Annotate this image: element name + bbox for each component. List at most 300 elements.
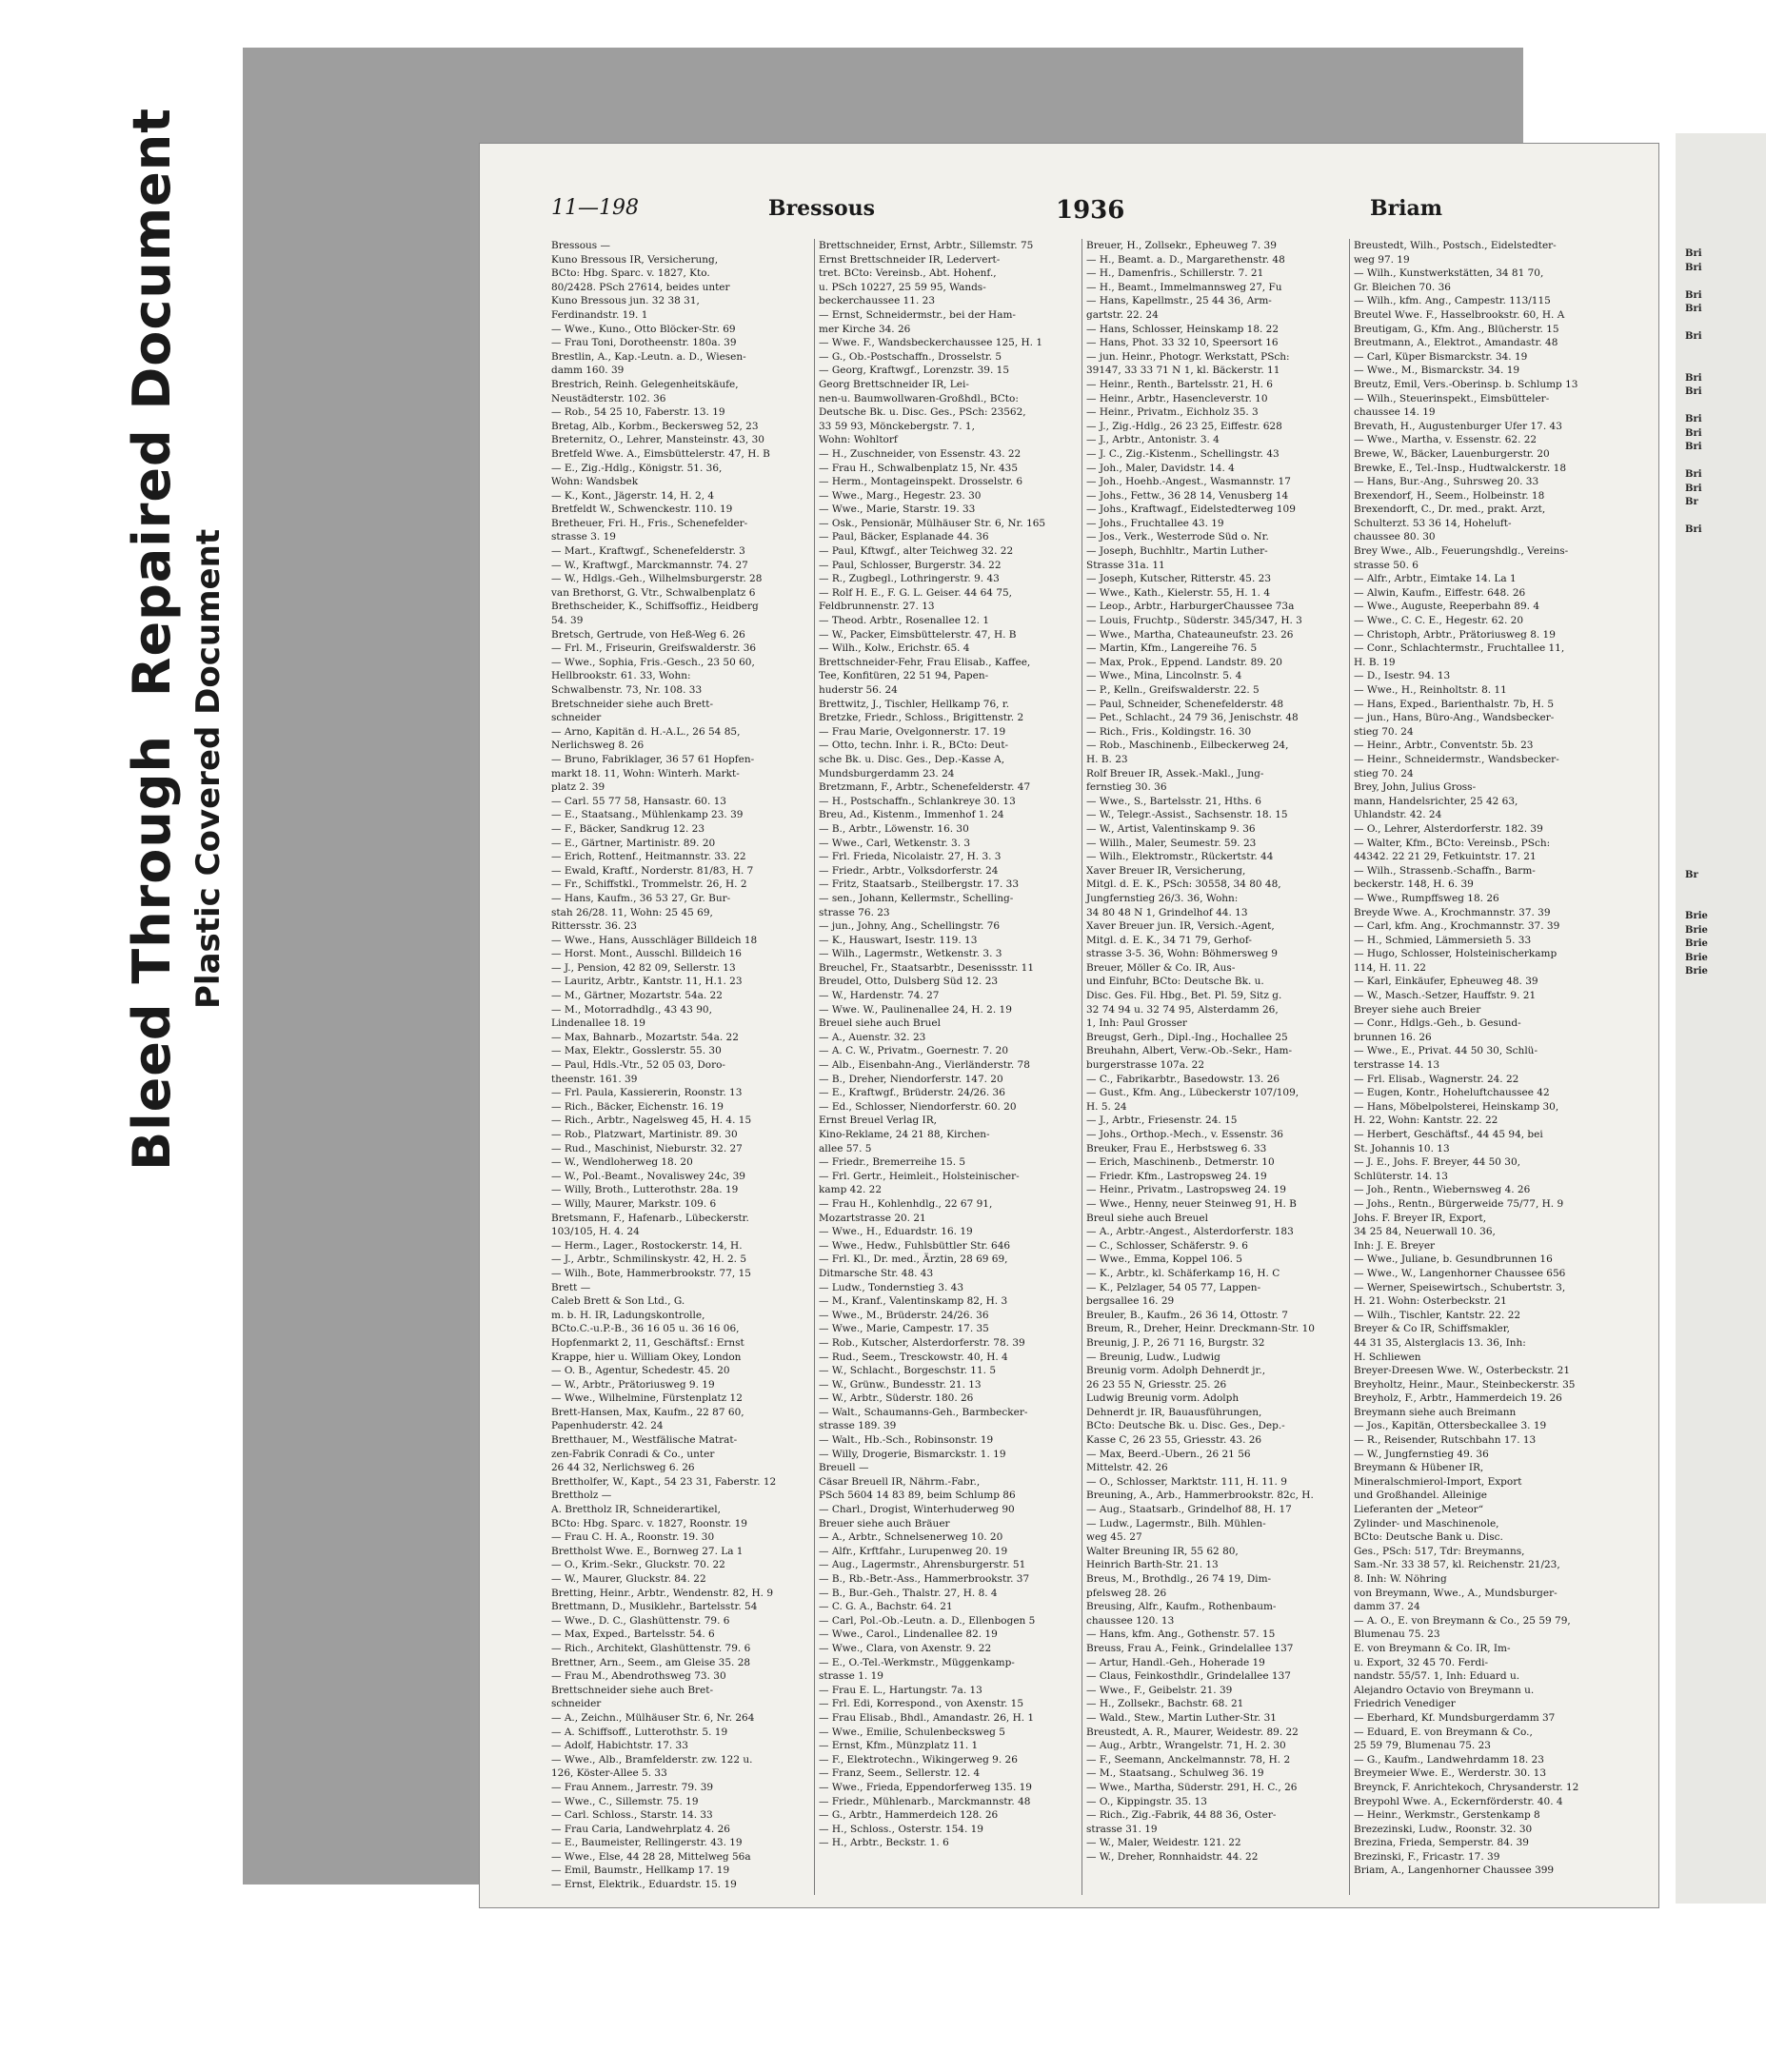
directory-entry: — Max, Beerd.-Ubern., 26 21 56 xyxy=(1086,1448,1251,1460)
directory-entry: Brettholst Wwe. E., Bornweg 27. La 1 xyxy=(551,1545,744,1557)
adjacent-page-fragment: Brie xyxy=(1685,924,1708,936)
directory-entry: — Jos., Kapitän, Ottersbeckallee 3. 19 xyxy=(1354,1420,1547,1432)
directory-entry: Lindenallee 18. 19 xyxy=(551,1017,645,1030)
directory-entry: — Ed., Schlosser, Niendorferstr. 60. 20 xyxy=(819,1100,1017,1113)
directory-entry: chaussee 80. 30 xyxy=(1354,531,1436,543)
directory-entry: — K., Hauswart, Isestr. 119. 13 xyxy=(819,934,978,946)
directory-entry: — Friedr., Arbtr., Volksdorferstr. 24 xyxy=(819,864,999,877)
directory-entry: — Wwe., Mina, Lincolnstr. 5. 4 xyxy=(1086,670,1242,682)
directory-entry: — J., Zig.-Hdlg., 26 23 25, Eiffestr. 628 xyxy=(1086,420,1282,432)
directory-entry: — Hans, Kapellmstr., 25 44 36, Arm- xyxy=(1086,295,1272,307)
directory-entry: Mundsburgerdamm 23. 24 xyxy=(819,767,955,779)
directory-entry: — Ludw., Tondernstieg 3. 43 xyxy=(819,1281,963,1293)
label-row xyxy=(122,108,182,1171)
directory-entry: schneider xyxy=(551,712,602,724)
directory-entry: Disc. Ges. Fil. Hbg., Bet. Pl. 59, Sitz g. xyxy=(1086,990,1282,1002)
directory-entry: — Wwe., Alb., Bramfelderstr. zw. 122 u. xyxy=(551,1753,753,1766)
directory-entry: BCto: Hbg. Sparc. v. 1827, Kto. xyxy=(551,267,710,280)
directory-entry: — Wilh., Steuerinspekt., Eimsbütteler- xyxy=(1354,392,1550,405)
directory-entry: — Carl, Küper Bismarckstr. 34. 19 xyxy=(1354,350,1528,363)
directory-entry: — W., Kraftwgf., Marckmannstr. 74. 27 xyxy=(551,559,748,571)
directory-entry: Breymann & Hübener IR, xyxy=(1354,1462,1484,1474)
page-number: 11—198 xyxy=(551,196,639,220)
directory-entry: Bretthauer, M., Westfälische Matrat- xyxy=(551,1434,738,1447)
adjacent-page-fragment xyxy=(1685,882,1761,897)
directory-entry: Jungfernstieg 26/3. 36, Wohn: xyxy=(1086,892,1239,904)
directory-entry: theenstr. 161. 39 xyxy=(551,1073,638,1085)
adjacent-page-fragment: Bri xyxy=(1685,483,1702,494)
directory-entry: Bretfeldt W., Schwenckestr. 110. 19 xyxy=(551,503,733,516)
directory-entry: Schwalbenstr. 73, Nr. 108. 33 xyxy=(551,684,703,696)
directory-entry: — Heinr., Arbtr., Conventstr. 5b. 23 xyxy=(1354,740,1534,752)
adjacent-page-strip xyxy=(1685,247,1761,979)
directory-entry: nen-u. Baumwollwaren-Großhdl., BCto: xyxy=(819,392,1019,405)
directory-entry: Cäsar Breuell IR, Nährm.-Fabr., xyxy=(819,1475,981,1488)
directory-entry: stieg 70. 24 xyxy=(1354,725,1414,738)
directory-entry: kamp 42. 22 xyxy=(819,1184,883,1196)
directory-entry: weg 97. 19 xyxy=(1354,253,1410,266)
directory-entry: — Paul, Schneider, Schenefelderstr. 48 xyxy=(1086,698,1284,710)
directory-entry: Deutsche Bk. u. Disc. Ges., PSch: 23562, xyxy=(819,406,1026,419)
directory-entry: — Wwe., Martha, v. Essenstr. 62. 22 xyxy=(1354,434,1538,446)
directory-entry: — Pet., Schlacht., 24 79 36, Jenischstr. 48 xyxy=(1086,712,1299,724)
label-repaired-document: Repaired Document xyxy=(122,108,182,698)
directory-entry: Brestlin, A., Kap.-Leutn. a. D., Wiesen- xyxy=(551,350,746,363)
directory-entry: — R., Reisender, Rutschbahn 17. 13 xyxy=(1354,1434,1537,1447)
directory-entry: strasse 3-5. 36, Wohn: Böhmersweg 9 xyxy=(1086,948,1278,960)
directory-entry: — D., Isestr. 94. 13 xyxy=(1354,670,1451,682)
column-1 xyxy=(551,239,802,1895)
adjacent-page-fragment: Bri xyxy=(1685,386,1702,397)
directory-entry: Brexendorf, H., Seem., Holbeinstr. 18 xyxy=(1354,489,1545,502)
adjacent-page-fragment xyxy=(1685,593,1761,607)
directory-entry: — Wwe., Carol., Lindenallee 82. 19 xyxy=(819,1628,998,1641)
directory-entry: — Joh., Hoehb.-Angest., Wasmannstr. 17 xyxy=(1086,476,1291,488)
directory-entry: — P., Kelln., Greifswalderstr. 22. 5 xyxy=(1086,684,1260,696)
directory-entry: Briam, A., Langenhorner Chaussee 399 xyxy=(1354,1865,1555,1877)
directory-entry: damm 37. 24 xyxy=(1354,1601,1420,1613)
directory-entry: — Rich., Fris., Koldingstr. 16. 30 xyxy=(1086,725,1252,738)
directory-entry: — Charl., Drogist, Winterhuderweg 90 xyxy=(819,1504,1015,1516)
directory-entry: Johs. F. Breyer IR, Export, xyxy=(1354,1212,1487,1224)
directory-entry: Breuhahn, Albert, Verw.-Ob.-Sekr., Ham- xyxy=(1086,1045,1292,1057)
directory-entry: — Ernst, Schneidermstr., bei der Ham- xyxy=(819,308,1016,321)
directory-entry: — Johs., Rentn., Bürgerweide 75/77, H. 9 xyxy=(1354,1197,1564,1210)
directory-entry: Breyer-Dreesen Wwe. W., Osterbeckstr. 21 xyxy=(1354,1365,1571,1377)
directory-entry: Dehnerdt jr. IR, Bauausführungen, xyxy=(1086,1406,1262,1418)
directory-entry: Schlüterstr. 14. 13 xyxy=(1354,1170,1448,1182)
directory-entry: Breunig, J. P., 26 71 16, Burgstr. 32 xyxy=(1086,1336,1265,1349)
directory-entry: — Wwe., Marie, Campestr. 17. 35 xyxy=(819,1323,989,1335)
directory-entry: Friedrich Venediger xyxy=(1354,1698,1456,1710)
directory-entry: Schulterzt. 53 36 14, Hoheluft- xyxy=(1354,517,1512,529)
directory-entry: Breyer & Co IR, Schiffsmakler, xyxy=(1354,1323,1510,1335)
directory-entry: — Eberhard, Kf. Mundsburgerdamm 37 xyxy=(1354,1711,1556,1724)
directory-entry: Mozartstrasse 20. 21 xyxy=(819,1212,926,1224)
directory-entry: — Eugen, Kontr., Hoheluftchaussee 42 xyxy=(1354,1087,1550,1099)
directory-entry: — Wwe., S., Bartelsstr. 21, Hths. 6 xyxy=(1086,795,1261,807)
directory-entry: — Frau E. L., Hartungstr. 7a. 13 xyxy=(819,1684,982,1696)
directory-entry: — G., Arbtr., Hammerdeich 128. 26 xyxy=(819,1809,999,1822)
directory-entry: — Rich., Bäcker, Eichenstr. 16. 19 xyxy=(551,1100,724,1113)
directory-entry: — Alfr., Arbtr., Eimtake 14. La 1 xyxy=(1354,573,1517,585)
directory-entry: — Martin, Kfm., Langereihe 76. 5 xyxy=(1086,642,1258,655)
column-2 xyxy=(814,239,1069,1895)
directory-entry: 8. Inh: W. Nöhring xyxy=(1354,1573,1447,1585)
directory-entry: Breuler, B., Kaufm., 26 36 14, Ottostr. 7 xyxy=(1086,1309,1288,1321)
directory-entry: — A., Auenstr. 32. 23 xyxy=(819,1031,926,1043)
directory-entry: — Hans, Schlosser, Heinskamp 18. 22 xyxy=(1086,323,1280,335)
directory-entry: Rittersstr. 36. 23 xyxy=(551,920,637,933)
directory-entry: — Joh., Rentn., Wiebernsweg 4. 26 xyxy=(1354,1184,1531,1196)
directory-entry: — Aug., Arbtr., Wrangelstr. 71, H. 2. 30 xyxy=(1086,1740,1286,1752)
directory-entry: Brewke, E., Tel.-Insp., Hudtwalckerstr. 18 xyxy=(1354,462,1566,474)
directory-entry: Xaver Breuer IR, Versicherung, xyxy=(1086,864,1246,877)
directory-entry: — Rob., Maschinenb., Eilbeckerweg 24, xyxy=(1086,740,1289,752)
directory-entry: — Johs., Fruchtallee 43. 19 xyxy=(1086,517,1224,529)
directory-entry: Brettholfer, W., Kapt., 54 23 31, Faberstr. 12 xyxy=(551,1475,777,1488)
directory-entry: — E., O.-Tel.-Werkmstr., Müggenkamp- xyxy=(819,1656,1015,1668)
directory-entry: und Einfuhr, BCto: Deutsche Bk. u. xyxy=(1086,976,1264,988)
directory-entry: beckerchaussee 11. 23 xyxy=(819,295,936,307)
directory-entry: — Eduard, E. von Breymann & Co., xyxy=(1354,1726,1533,1738)
directory-entry: — E., Staatsang., Mühlenkamp 23. 39 xyxy=(551,809,744,821)
directory-entry: — Christoph, Arbtr., Prätoriusweg 8. 19 xyxy=(1354,628,1556,641)
directory-entry: Breudel, Otto, Dulsberg Süd 12. 23 xyxy=(819,976,999,988)
directory-entry: — Frl. Edi, Korrespond., von Axenstr. 15 xyxy=(819,1698,1024,1710)
directory-entry: Brey Wwe., Alb., Feuerungshdlg., Vereins- xyxy=(1354,545,1569,558)
directory-entry: Breuchel, Fr., Staatsarbtr., Desenissstr. 11 xyxy=(819,961,1035,974)
adjacent-page-fragment: Br xyxy=(1685,869,1698,880)
directory-entry: — Carl. 55 77 58, Hansastr. 60. 13 xyxy=(551,795,726,807)
directory-entry: Brezinski, F., Fricastr. 17. 39 xyxy=(1354,1850,1500,1863)
directory-entry: — jun. Heinr., Photogr. Werkstatt, PSch: xyxy=(1086,350,1290,363)
adjacent-page-fragment xyxy=(1685,648,1761,662)
directory-entry: 103/105, H. 4. 24 xyxy=(551,1226,640,1238)
directory-entry: Caleb Brett & Son Ltd., G. xyxy=(551,1295,685,1308)
directory-entry: — Frau Caria, Landwehrplatz 4. 26 xyxy=(551,1823,730,1835)
adjacent-page-fragment xyxy=(1685,703,1761,718)
directory-entry: strasse 50. 6 xyxy=(1354,559,1419,571)
directory-entry: brunnen 16. 26 xyxy=(1354,1031,1432,1043)
directory-entry: Breutmann, A., Elektrot., Amandastr. 48 xyxy=(1354,337,1558,349)
directory-entry: — Conr., Schlachtermstr., Fruchtallee 11, xyxy=(1354,642,1565,655)
directory-entry: — Wwe., Rumpffsweg 18. 26 xyxy=(1354,892,1499,904)
adjacent-page-fragment xyxy=(1685,841,1761,856)
directory-entry: — Willy, Drogerie, Bismarckstr. 1. 19 xyxy=(819,1448,1006,1460)
directory-entry: — E., Zig.-Hdlg., Königstr. 51. 36, xyxy=(551,462,723,474)
directory-entry: — Paul, Kftwgf., alter Teichweg 32. 22 xyxy=(819,545,1014,558)
adjacent-page-fragment xyxy=(1685,717,1761,731)
directory-entry: BCto: Hbg. Sparc. v. 1827, Roonstr. 19 xyxy=(551,1517,747,1529)
directory-entry: — Rich., Arbtr., Nagelsweg 45, H. 4. 15 xyxy=(551,1115,752,1127)
directory-entry: — F., Seemann, Anckelmannstr. 78, H. 2 xyxy=(1086,1753,1291,1766)
directory-entry: — Hans, Exped., Barienthalstr. 7b, H. 5 xyxy=(1354,698,1555,710)
directory-entry: strasse 3. 19 xyxy=(551,531,616,543)
directory-entry: Bretschneider siehe auch Brett- xyxy=(551,698,714,710)
directory-entry: — Conr., Hdlgs.-Geh., b. Gesund- xyxy=(1354,1017,1521,1030)
directory-entry: H. B. 23 xyxy=(1086,753,1128,765)
directory-entry: — Wwe., F., Geibelstr. 21. 39 xyxy=(1086,1684,1233,1696)
directory-entry: Neustädterstr. 102. 36 xyxy=(551,392,666,405)
directory-entry: — J. E., Johs. F. Breyer, 44 50 30, xyxy=(1354,1156,1520,1169)
directory-entry: von Breymann, Wwe., A., Mundsburger- xyxy=(1354,1587,1558,1599)
directory-entry: van Brethorst, G. Vtr., Schwalbenplatz 6 xyxy=(551,586,756,599)
directory-entry: — W., Arbtr., Süderstr. 180. 26 xyxy=(819,1392,974,1405)
directory-entry: Bretsmann, F., Hafenarb., Lübeckerstr. xyxy=(551,1212,749,1224)
directory-entry: — Heinr., Privatm., Eichholz 35. 3 xyxy=(1086,406,1259,419)
directory-entry: — Wwe., H., Eduardstr. 16. 19 xyxy=(819,1226,973,1238)
adjacent-page-fragment xyxy=(1685,759,1761,773)
directory-entry: — F., Elektrotechn., Wikingerweg 9. 26 xyxy=(819,1753,1018,1766)
directory-entry: — Wwe., Juliane, b. Gesundbrunnen 16 xyxy=(1354,1253,1553,1266)
directory-entry: — Max, Elektr., Gosslerstr. 55. 30 xyxy=(551,1045,722,1057)
directory-entry: — C., Schlosser, Schäferstr. 9. 6 xyxy=(1086,1239,1248,1252)
directory-entry: Breynck, F. Anrichtekoch, Chrysanderstr. 12 xyxy=(1354,1781,1579,1793)
directory-entry: Bretzmann, F., Arbtr., Schenefelderstr. 47 xyxy=(819,781,1031,794)
directory-entry: — Fritz, Staatsarb., Steilbergstr. 17. 33 xyxy=(819,878,1020,891)
directory-entry: Ges., PSch: 517, Tdr: Breymanns, xyxy=(1354,1545,1525,1557)
directory-entry: — Carl, kfm. Ang., Krochmannstr. 37. 39 xyxy=(1354,920,1560,933)
directory-entry: — Wwe., Carl, Wetkenstr. 3. 3 xyxy=(819,837,971,849)
directory-entry: — Frl. Frieda, Nicolaistr. 27, H. 3. 3 xyxy=(819,851,1002,863)
directory-entry: — M., Staatsang., Schulweg 36. 19 xyxy=(1086,1767,1264,1780)
directory-entry: Breuer, H., Zollsekr., Epheuweg 7. 39 xyxy=(1086,240,1277,251)
directory-entry: — W., Masch.-Setzer, Hauffstr. 9. 21 xyxy=(1354,990,1537,1002)
directory-entry: H. B. 19 xyxy=(1354,656,1396,668)
directory-entry: Mittelstr. 42. 26 xyxy=(1086,1462,1168,1474)
directory-entry: Brexendorft, C., Dr. med., prakt. Arzt, xyxy=(1354,503,1546,516)
directory-entry: Tee, Konfitüren, 22 51 94, Papen- xyxy=(819,670,989,682)
directory-entry: 126, Köster-Allee 5. 33 xyxy=(551,1767,667,1780)
directory-entry: 1, Inh: Paul Grosser xyxy=(1086,1017,1187,1030)
directory-entry: Alejandro Octavio von Breymann u. xyxy=(1354,1684,1535,1696)
directory-entry: Ditmarsche Str. 48. 43 xyxy=(819,1267,934,1279)
directory-entry: — Wwe., C. C. E., Hegestr. 62. 20 xyxy=(1354,615,1524,627)
directory-entry: — Adolf, Habichtstr. 17. 33 xyxy=(551,1740,688,1752)
directory-entry: Breustedt, Wilh., Postsch., Eidelstedter- xyxy=(1354,240,1557,251)
directory-entry: Georg Brettschneider IR, Lei- xyxy=(819,378,969,390)
directory-entry: — J., Arbtr., Schmilinskystr. 42, H. 2. 5 xyxy=(551,1253,747,1266)
directory-entry: — E., Baumeister, Rellingerstr. 43. 19 xyxy=(551,1837,743,1849)
directory-entry: Breymann siehe auch Breimann xyxy=(1354,1406,1517,1418)
directory-entry: — H., Beamt., Immelmannsweg 27, Fu xyxy=(1086,281,1282,293)
column-4 xyxy=(1349,239,1604,1895)
directory-entry: — Max, Exped., Bartelsstr. 54. 6 xyxy=(551,1628,715,1641)
directory-entry: — Wwe., Wilhelmine, Fürstenplatz 12 xyxy=(551,1392,743,1405)
adjacent-page-fragment xyxy=(1685,358,1761,372)
directory-entry: — Wilh., kfm. Ang., Campestr. 113/115 xyxy=(1354,295,1551,307)
directory-entry: Breuel siehe auch Bruel xyxy=(819,1017,941,1030)
directory-entry: Breuer, Möller & Co. IR, Aus- xyxy=(1086,961,1236,974)
directory-entry: — Rud., Maschinist, Nieburstr. 32. 27 xyxy=(551,1142,743,1154)
directory-entry: — Heinr., Privatm., Lastropsweg 24. 19 xyxy=(1086,1184,1286,1196)
directory-entry: BCto.C.-u.P.-B., 36 16 05 u. 36 16 06, xyxy=(551,1323,740,1335)
header-first-entry: Bressous xyxy=(768,196,876,221)
directory-entry: — Ernst, Kfm., Münzplatz 11. 1 xyxy=(819,1740,979,1752)
directory-entry: — Wwe., Emilie, Schulenbecksweg 5 xyxy=(819,1726,1005,1738)
directory-entry: terstrasse 14. 13 xyxy=(1354,1059,1440,1072)
directory-entry: — Werner, Speisewirtsch., Schubertstr. 3, xyxy=(1354,1281,1566,1293)
directory-entry: 39147, 33 33 71 N 1, kl. Bäckerstr. 11 xyxy=(1086,365,1280,377)
directory-entry: — H., Zuschneider, von Essenstr. 43. 22 xyxy=(819,447,1022,460)
directory-entry: Wohn: Wohltorf xyxy=(819,434,898,446)
directory-entry: Strasse 31a. 11 xyxy=(1086,559,1165,571)
label-plastic-covered: Plastic Covered Document xyxy=(189,528,228,1009)
directory-entry: sche Bk. u. Disc. Ges., Dep.-Kasse A, xyxy=(819,753,1005,765)
directory-entry: Brettner, Arn., Seem., am Gleise 35. 28 xyxy=(551,1656,751,1668)
directory-entry: — Heinr., Schneidermstr., Wandsbecker- xyxy=(1354,753,1559,765)
directory-entry: — Alb., Eisenbahn-Ang., Vierländerstr. 78 xyxy=(819,1059,1030,1072)
adjacent-page-fragment xyxy=(1685,551,1761,565)
directory-entry: Breutz, Emil, Vers.-Oberinsp. b. Schlump 13 xyxy=(1354,378,1578,390)
directory-entry: — Otto, techn. Inhr. i. R., BCto: Deut- xyxy=(819,740,1009,752)
directory-entry: Kuno Bressous jun. 32 38 31, xyxy=(551,295,700,307)
adjacent-page-fragment xyxy=(1685,538,1761,552)
directory-entry: — Paul, Bäcker, Esplanade 44. 36 xyxy=(819,531,989,543)
adjacent-page-fragment xyxy=(1685,317,1761,331)
directory-entry: Brezina, Frieda, Semperstr. 84. 39 xyxy=(1354,1837,1529,1849)
directory-entry: Ferdinandstr. 19. 1 xyxy=(551,308,648,321)
directory-entry: — Louis, Fruchtp., Süderstr. 345/347, H. 3 xyxy=(1086,615,1302,627)
directory-entry: Brewe, W., Bäcker, Lauenburgerstr. 20 xyxy=(1354,447,1550,460)
directory-entry: — Wwe., Hedw., Fuhlsbüttler Str. 646 xyxy=(819,1239,1011,1252)
directory-entry: — Georg, Kraftwgf., Lorenzstr. 39. 15 xyxy=(819,365,1010,377)
directory-entry: — Wwe., Clara, von Axenstr. 9. 22 xyxy=(819,1642,992,1654)
directory-entry: — Wwe., Sophia, Fris.-Gesch., 23 50 60, xyxy=(551,656,755,668)
directory-entry: — H., Schmied, Lämmersieth 5. 33 xyxy=(1354,934,1532,946)
adjacent-page-fragment xyxy=(1685,455,1761,469)
directory-entry: Brettschneider, Ernst, Arbtr., Sillemstr. 75 xyxy=(819,240,1034,251)
adjacent-page-fragment xyxy=(1685,565,1761,580)
directory-entry: — Friedr., Mühlenarb., Marckmannstr. 48 xyxy=(819,1795,1031,1807)
directory-entry: 26 44 32, Nerlichsweg 6. 26 xyxy=(551,1462,695,1474)
directory-entry: — A., Zeichn., Mülhäuser Str. 6, Nr. 264 xyxy=(551,1711,755,1724)
directory-entry: platz 2. 39 xyxy=(551,781,605,794)
directory-entry: — Arno, Kapitän d. H.-A.L., 26 54 85, xyxy=(551,725,741,738)
directory-entry: — O. B., Agentur, Schedestr. 45. 20 xyxy=(551,1365,730,1377)
directory-entry: — A. Schiffsoff., Lutterothstr. 5. 19 xyxy=(551,1726,728,1738)
directory-entry: Bretag, Alb., Korbm., Beckersweg 52, 23 xyxy=(551,420,759,432)
directory-entry: — jun., Johny, Ang., Schellingstr. 76 xyxy=(819,920,1001,933)
directory-entry: — W., Maurer, Gluckstr. 84. 22 xyxy=(551,1573,706,1585)
adjacent-page-fragment xyxy=(1685,400,1761,414)
directory-entry: Sam.-Nr. 33 38 57, kl. Reichenstr. 21/23, xyxy=(1354,1559,1560,1571)
directory-entry: strasse 1. 19 xyxy=(819,1670,883,1683)
directory-entry: — W., Artist, Valentinskamp 9. 36 xyxy=(1086,822,1256,835)
directory-entry: — Wwe., Martha, Süderstr. 291, H. C., 26 xyxy=(1086,1781,1298,1793)
directory-entry: mer Kirche 34. 26 xyxy=(819,323,911,335)
directory-entry: — Franz, Seem., Sellerstr. 12. 4 xyxy=(819,1767,981,1780)
directory-entry: — M., Kranf., Valentinskamp 82, H. 3 xyxy=(819,1295,1008,1308)
directory-entry: — A., Arbtr., Schnelsenerweg 10. 20 xyxy=(819,1531,1003,1544)
adjacent-page-fragment: Bri xyxy=(1685,372,1702,384)
directory-entry: Ludwig Breunig vorm. Adolph xyxy=(1086,1392,1240,1405)
directory-entry: — Ludw., Lagermstr., Bilh. Mühlen- xyxy=(1086,1517,1266,1529)
directory-page xyxy=(479,143,1659,1908)
directory-entry: — W., Hdlgs.-Geh., Wilhelmsburgerstr. 28 xyxy=(551,573,763,585)
directory-entry: A. Brettholz IR, Schneiderartikel, xyxy=(551,1504,721,1516)
directory-entry: — Heinr., Arbtr., Hasencleverstr. 10 xyxy=(1086,392,1268,405)
directory-entry: — Aug., Staatsarb., Grindelhof 88, H. 17 xyxy=(1086,1504,1292,1516)
directory-entry: — Fr., Schiffstkl., Trommelstr. 26, H. 2 xyxy=(551,878,747,891)
directory-entry: Breul siehe auch Breuel xyxy=(1086,1212,1208,1224)
directory-entry: — R., Zugbegl., Lothringerstr. 9. 43 xyxy=(819,573,1000,585)
directory-entry: — J. C., Zig.-Kistenm., Schellingstr. 43 xyxy=(1086,447,1280,460)
directory-entry: und Großhandel. Alleinige xyxy=(1354,1490,1488,1502)
directory-entry: — W., Schlacht., Borgeschstr. 11. 5 xyxy=(819,1365,997,1377)
directory-entry: Rolf Breuer IR, Assek.-Makl., Jung- xyxy=(1086,767,1264,779)
directory-entry: pfelsweg 28. 26 xyxy=(1086,1587,1167,1599)
directory-entry: nandstr. 55/57. 1, Inh: Eduard u. xyxy=(1354,1670,1520,1683)
directory-entry: — K., Arbtr., kl. Schäferkamp 16, H. C xyxy=(1086,1267,1280,1279)
directory-entry: — Wwe., Kath., Kielerstr. 55, H. 1. 4 xyxy=(1086,586,1271,599)
directory-entry: Gr. Bleichen 70. 36 xyxy=(1354,281,1451,293)
directory-entry: — H., Beamt. a. D., Margarethenstr. 48 xyxy=(1086,253,1285,266)
label-bleed-through: Bleed Through xyxy=(122,735,182,1171)
directory-entry: — Frau H., Kohlenhdlg., 22 67 91, xyxy=(819,1197,993,1210)
directory-entry: — Hans, Möbelpolsterei, Heinskamp 30, xyxy=(1354,1100,1559,1113)
directory-entry: — O., Kippingstr. 35. 13 xyxy=(1086,1795,1207,1807)
directory-entry: — B., Rb.-Betr.-Ass., Hammerbrookstr. 37 xyxy=(819,1573,1030,1585)
directory-entry: — Wilh., Lagermstr., Wetkenstr. 3. 3 xyxy=(819,948,1002,960)
directory-entry: — Max, Prok., Eppend. Landstr. 89. 20 xyxy=(1086,656,1282,668)
directory-entry: — Wilh., Kolw., Erichstr. 65. 4 xyxy=(819,642,970,655)
directory-entry: — Frl. Kl., Dr. med., Ärztin, 28 69 69, xyxy=(819,1253,1008,1266)
directory-entry: — Aug., Lagermstr., Ahrensburgerstr. 51 xyxy=(819,1559,1026,1571)
directory-entry: Breyer siehe auch Breier xyxy=(1354,1003,1481,1016)
adjacent-page-fragment: Bri xyxy=(1685,442,1702,452)
directory-entry: Brezezinski, Ludw., Roonstr. 32. 30 xyxy=(1354,1823,1533,1835)
directory-entry: — Rob., 54 25 10, Faberstr. 13. 19 xyxy=(551,406,725,419)
directory-entry: Breypohl Wwe. A., Eckernförderstr. 40. 4 xyxy=(1354,1795,1563,1807)
directory-entry: H. 5. 24 xyxy=(1086,1100,1127,1113)
directory-entry: stah 26/28. 11, Wohn: 25 45 69, xyxy=(551,906,713,918)
directory-entry: markt 18. 11, Wohn: Winterh. Markt- xyxy=(551,767,740,779)
adjacent-page-fragment xyxy=(1685,772,1761,786)
directory-entry: — Leop., Arbtr., HarburgerChaussee 73a xyxy=(1086,601,1295,613)
directory-entry: — Paul, Schlosser, Burgerstr. 34. 22 xyxy=(819,559,1002,571)
directory-entry: Kasse C, 26 23 55, Griesstr. 43. 26 xyxy=(1086,1434,1262,1447)
directory-entry: — Frl. Elisab., Wagnerstr. 24. 22 xyxy=(1354,1073,1519,1085)
directory-entry: — Johs., Orthop.-Mech., v. Essenstr. 36 xyxy=(1086,1129,1283,1140)
directory-entry: — Jos., Verk., Westerrode Süd o. Nr. xyxy=(1086,531,1269,543)
adjacent-page-fragment xyxy=(1685,799,1761,814)
directory-entry: mann, Handelsrichter, 25 42 63, xyxy=(1354,795,1518,807)
directory-entry: — Herbert, Geschäftsf., 44 45 94, bei xyxy=(1354,1129,1543,1140)
directory-entry: — Breunig, Ludw., Ludwig xyxy=(1086,1351,1220,1363)
directory-entry: — Wilh., Strassenb.-Schaffn., Barm- xyxy=(1354,864,1536,877)
directory-entry: H. 22, Wohn: Kantstr. 22. 22 xyxy=(1354,1115,1498,1127)
directory-entry: Bretzke, Friedr., Schloss., Brigittenstr. 2 xyxy=(819,712,1024,724)
adjacent-page-fragment xyxy=(1685,606,1761,621)
directory-entry: — Carl. Schloss., Starstr. 14. 33 xyxy=(551,1809,713,1822)
directory-entry: — W., Grünw., Bundesstr. 21. 13 xyxy=(819,1378,982,1391)
directory-entry: 44 31 35, Alsterglacis 13. 36, Inh: xyxy=(1354,1336,1526,1349)
directory-entry: — Alfr., Krftfahr., Lurupenweg 20. 19 xyxy=(819,1545,1008,1557)
directory-entry: chaussee 120. 13 xyxy=(1086,1614,1175,1627)
directory-entry: — Wwe., Kuno., Otto Blöcker-Str. 69 xyxy=(551,323,736,335)
directory-entry: Mitgl. d. E. K., PSch: 30558, 34 80 48, xyxy=(1086,878,1281,891)
directory-entry: 44342. 22 21 29, Fetkuintstr. 17. 21 xyxy=(1354,851,1537,863)
directory-entry: allee 57. 5 xyxy=(819,1142,872,1154)
directory-entry: — Rolf H. E., F. G. L. Geiser. 44 64 75, xyxy=(819,586,1013,599)
directory-entry: — Horst. Mont., Ausschl. Billdeich 16 xyxy=(551,948,742,960)
directory-entry: — W., Dreher, Ronnhaidstr. 44. 22 xyxy=(1086,1850,1259,1863)
directory-entry: Breyholtz, Heinr., Maur., Steinbeckerstr. 35 xyxy=(1354,1378,1576,1391)
directory-entry: — Ewald, Kraftf., Norderstr. 81/83, H. 7 xyxy=(551,864,754,877)
directory-entry: — Johs., Kraftwagf., Eidelstedterweg 109 xyxy=(1086,503,1296,516)
